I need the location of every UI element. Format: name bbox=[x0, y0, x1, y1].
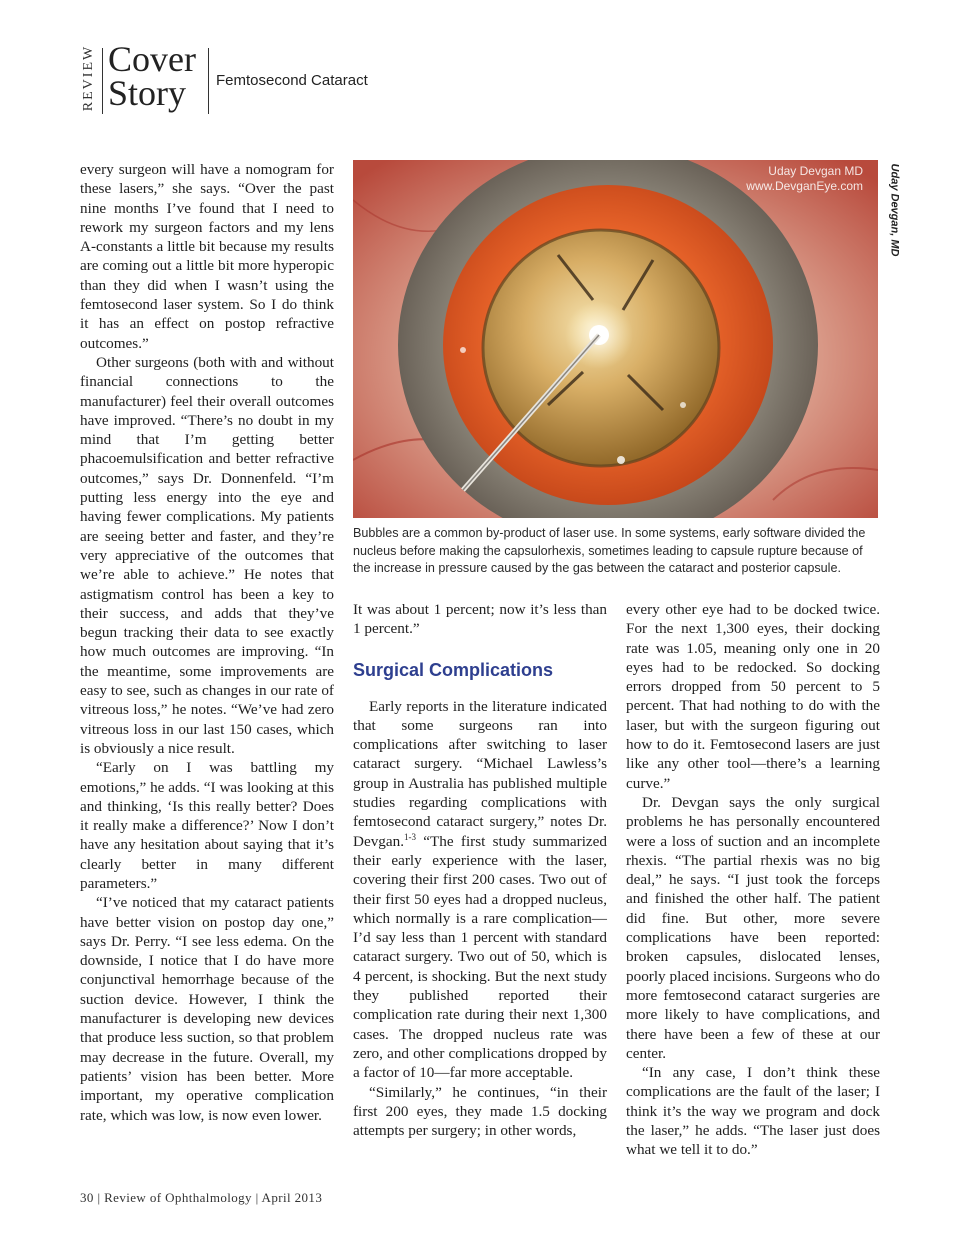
header-divider bbox=[102, 48, 103, 114]
paragraph: Dr. Devgan says the only surgical problems he has personally encountered were a loss of suction and an incomplete rhexis. “The partial rhexis was no big deal,” he says. “I just took the forceps and finished the other half. The patient did fine. But other, more severe complications have been reported: broken capsules, dislocated lenses, poorly placed incisions. Surgeons who do more femtosecond cataract surgeries are more likely to have complications, and there have been a few of these at our center. bbox=[626, 793, 880, 1062]
eye-illustration bbox=[353, 160, 878, 518]
header-divider bbox=[208, 48, 209, 114]
review-vertical-label: REVIEW bbox=[81, 44, 97, 112]
paragraph: Other surgeons (both with and without financial connections to the manufacturer) feel their overall outcomes have improved. “There’s no doubt in my mind that I’m getting better phacoemulsification and better refractive outcomes,” says Dr. Donnenfeld. “I’m putting less energy into the eye and having fewer complications. My patients are seeing better and faster, and they’re very appreciative of the outcomes that we’re able to achieve.” He notes that astigmatism control has been a key to their success, and adds that they’ve begun tracking their data to see exactly how much outcomes are improving. “In the meantime, some improvements are easy to see, such as changes in our rate of vitreous loss,” he notes. “We’ve had zero vitreous loss in our last 150 cases, which is obviously a nice result. bbox=[80, 353, 334, 757]
paragraph: every other eye had to be docked twice. For the next 1,300 eyes, their docking rate was 1.05, meaning only one in 20 eyes had to be redocked. So docking errors dropped from 50 percent to 5 percent. That had nothing to do with the laser, but with the surgeon figuring out how to do it. Femtosecond lasers are just like any other tool—there’s a learning curve.” bbox=[626, 601, 880, 792]
article-column-1 bbox=[80, 160, 334, 1125]
article-column-2 bbox=[353, 600, 607, 1140]
eye-surgery-photo bbox=[353, 160, 878, 518]
photo-credit: Uday Devgan, MD bbox=[888, 163, 901, 257]
story-word: Story bbox=[108, 73, 187, 113]
watermark-url: www.DevganEye.com bbox=[746, 179, 863, 193]
paragraph: every surgeon will have a nomogram for these lasers,” she says. “Over the past nine months I’ve found that I need to rework my surgeon factors and my lens A-constants a little bit because my results are coming out a little bit more hyperopic than they did when I wasn’t using the femtosecond laser system. So I do think it has an effect on postop refractive outcomes.” bbox=[80, 161, 334, 352]
page-footer: 30 | Review of Ophthalmology | April 2013 bbox=[80, 1190, 323, 1205]
cover-word: Cover bbox=[108, 39, 196, 79]
paragraph: “I’ve noticed that my cataract patients have better vision on postop day one,” says Dr. Perry. “I see less edema. On the downside, I notice that I do have more conjunctival hemorrhage because of the suction device. However, I think the manufacturer is developing new devices that produce less suction, so that problem may decrease in the future. Overall, my patients’ vision has been better. More important, my operative complication rate, which was low, is now even lower. bbox=[80, 894, 334, 1124]
paragraph: Early reports in the literature indicated that some surgeons ran into complications after switching to laser cataract surgery. “Michael Lawless’s group in Australia has published multiple studies regarding complications with femtosecond cataract surgery,” notes Dr. Devgan.$^{1-3}$ “The first study summarized their early experience with the laser, covering their first 200 cases. Two out of their first 50 eyes had a dropped nucleus, which normally is a rare complication—I’d say less than 1 percent with standard cataract surgery. Two out of 50, which is 4 percent, is shocking. But the next study they published reported their complication rate during their next 1,300 cases. The dropped nucleus rate was zero, and other complications dropped by a factor of 10—far more acceptable. bbox=[353, 697, 607, 1082]
paragraph: “Similarly,” he continues, “in their first 200 eyes, they made 1.5 docking attempts per surgery; in other words, bbox=[353, 1083, 607, 1140]
paragraph: “In any case, I don’t think these complications are the fault of the laser; I think it’s the way we program and dock the laser,” he adds. “The laser just does what we tell it to do.” bbox=[626, 1064, 880, 1159]
reference-superscript: 1-3 bbox=[404, 831, 417, 842]
cover-story-title bbox=[108, 39, 196, 113]
section-name: Femtosecond Cataract bbox=[216, 72, 368, 89]
subhead: Surgical Complications bbox=[353, 659, 554, 680]
paragraph: It was about 1 percent; now it’s less than 1 percent.” bbox=[353, 601, 607, 638]
paragraph: “Early on I was battling my emotions,” he adds. “I was looking at this and thinking, ‘Is this really better? Does it really make a difference?’ Now I don’t have any hesitation about saying that it’s clearly better in many different parameters.” bbox=[80, 759, 334, 892]
figure-caption: Bubbles are a common by-product of laser use. In some systems, early software divided the nucleus before making the capsulorhexis, sometimes leading to capsule rupture because of the increase in pressure caused by the gas between the cataract and posterior capsule. bbox=[353, 526, 866, 575]
watermark-name: Uday Devgan MD bbox=[768, 164, 863, 178]
article-column-3 bbox=[626, 600, 880, 1160]
